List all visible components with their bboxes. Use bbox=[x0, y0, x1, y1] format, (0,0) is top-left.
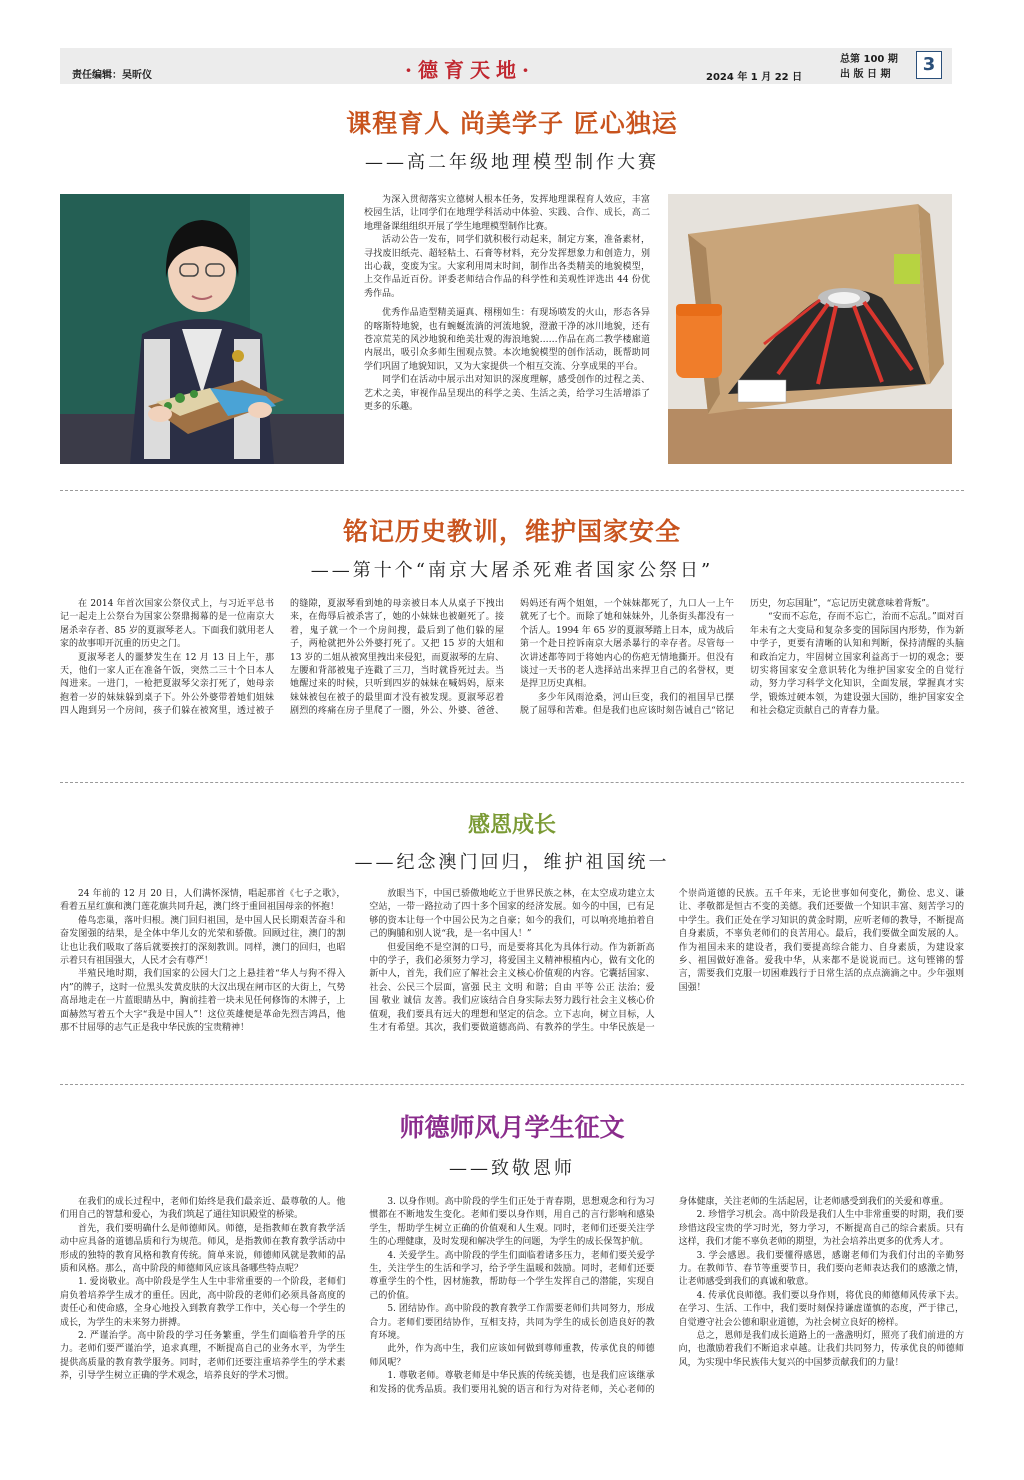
issue-number: 总第 100 期 bbox=[840, 54, 898, 65]
paragraph: “安而不忘危，存而不忘亡，治而不忘乱。”面对百年未有之大变局和复杂多变的国际国内形势，作为新中学子，更要有清晰的认知和判断，保持清醒的头脑和政治定力，牢固树立国家利益高于一切的观念；要切实将国家安全意识转化为维护国家安全的自觉行动，努力学习科学文化知识，全面发展，掌握真才实学，锻炼过硬本领，为建设强大国防，维护国家安全和社会稳定贡献自己的青春力量。 bbox=[750, 612, 964, 717]
paragraph: 2. 严谨治学。高中阶段的学习任务繁重，学生们面临着升学的压力。老师们要严谨治学，追求真理，不断提高自己的业务水平，为学生提供高质量的教育教学服务。同时，老师们还要注重培养学生的学术素养，引导学生树立正确的学术观念，培养良好的学术习惯。 bbox=[60, 1331, 346, 1382]
volcano-model-photo bbox=[668, 194, 952, 464]
page-number: 3 bbox=[916, 51, 942, 79]
paragraph: 24 年前的 12 月 20 日，人们满怀深情，唱起那首《七子之歌》，看着五星红旗和澳门莲花旗共同升起，澳门终于重回祖国母亲的怀抱！ bbox=[60, 889, 346, 913]
issue-label: 出 版 日 期 bbox=[840, 69, 891, 80]
article2-subtitle: ——第十个“南京大屠杀死难者国家公祭日” bbox=[310, 560, 714, 581]
paragraph: 4. 传承优良师德。我们要以身作则，将优良的师德师风传承下去。在学习、生活、工作中，我们要时刻保持谦虚谨慎的态度，严于律己，自觉遵守社会公德和职业道德，为社会树立良好的榜样。 bbox=[678, 1290, 964, 1328]
article3-subtitle: ——纪念澳门回归，维护祖国统一 bbox=[354, 852, 670, 873]
article3-body bbox=[60, 888, 964, 1058]
paragraph: 多少年风雨沧桑，河山巨变，我们的祖国早已摆脱了屈辱和苦难。但是我们也应该时刻告诫自己“铭记历史，勿忘国耻”，“忘记历史就意味着背叛”。 bbox=[520, 599, 935, 717]
paragraph: 活动公告一发布，同学们就积极行动起来，制定方案，准备素材，寻找废旧纸壳、超轻粘土、石膏等材料，充分发挥想象力和创造力，别出心裁，变废为宝。大家利用周末时间，制作出各类精美的地貌模型，上交作品近百份。评委老师结合作品的科学性和美观性评选出 44 份优秀作品。 bbox=[364, 235, 650, 299]
article1-body bbox=[364, 194, 650, 468]
section-divider bbox=[60, 1084, 964, 1085]
article4-body bbox=[60, 1196, 964, 1464]
article1-title: 课程育人 尚美学子 匠心独运 bbox=[346, 109, 678, 138]
paragraph: 但爱国绝不是空洞的口号，而是要将其化为具体行动。作为新新高中的学子，我们必须努力学习，将爱国主义精神根植内心，做有文化的新中人，首先，我们应了解社会主义核心价值观的内容。它囊括国家、社会、公民三个层面，富强 民主 文明 和谐；自由 平等 公正 法治；爱国 敬业 诚信 友善。我们应该结合自身实际去努力践行社会主义核心价值观，我们要具有远大的理想和坚定的信念。立下志向，树立目标，人生才有希望。其次，我们要做道德高尚、有教养的学生。中华民族是一个崇尚道德的民族。五千年来，无论世事如何变化，勤俭、忠义、谦让、孝敬都是恒古不变的美德。我们还要做一个知识丰富、刻苦学习的中学生。我们正处在学习知识的黄金时期，应听老师的教导，不断提高自身素质，不辜负老师们的良苦用心。最后，我们要做全面发展的人。作为祖国未来的建设者，我们要提高综合能力、自身素质，为建设家乡、祖国做好准备。爱我中华，从来都不是说说而已。这句铿锵的誓言，需要我们克服一切困难践行于日常生活的点点滴滴之中。少年强则国强！ bbox=[369, 889, 964, 1034]
article4-title: 师德师风月学生征文 bbox=[399, 1113, 625, 1142]
paragraph: 放眼当下，中国已骄傲地屹立于世界民族之林，在太空成功建立太空站，一带一路拉动了四十多个国家的经济发展。如今的中国，已有足够的资本让每一个中国公民为之自豪；如今的我们，可以响亮地拍着自己的胸脯和别人说“我，是一名中国人！” bbox=[369, 889, 655, 940]
publish-date: 2024 年 1 月 22 日 bbox=[706, 72, 803, 83]
article4-subtitle: ——致敬恩师 bbox=[449, 1158, 575, 1179]
paragraph: 为深入贯彻落实立德树人根本任务，发挥地理课程育人效应，丰富校园生活，让同学们在地理学科活动中体验、实践、合作、成长，高二地理备课组组织开展了学生地理模型制作比赛。 bbox=[364, 195, 650, 232]
article2-title: 铭记历史教训，维护国家安全 bbox=[342, 517, 681, 546]
issue-info bbox=[840, 52, 898, 82]
paragraph: 优秀作品造型精美逼真、栩栩如生：有现场喷发的火山，形态各异的喀斯特地貌，也有蜿蜒流淌的河流地貌，澄澈干净的冰川地貌，还有苍凉荒芜的风沙地貌和绝美壮观的海浪地貌……作品在高二教学楼廊道内展出，吸引众多师生围观点赞。本次地貌模型的创作活动，既帮助同学们巩固了地貌知识，又为大家提供一个相互交流、分享成果的平台。 bbox=[364, 308, 650, 372]
paragraph: 4. 关爱学生。高中阶段的学生们面临着诸多压力，老师们要关爱学生，关注学生的生活和学习，给予学生温暖和鼓励。同时，老师们还要尊重学生的个性，因材施教，帮助每一个学生发挥自己的潜能，实现自己的价值。 bbox=[369, 1250, 655, 1301]
paragraph: 3. 以身作则。高中阶段的学生们正处于青春期，思想观念和行为习惯都在不断地发生变化。老师们要以身作则，用自己的言行影响和感染学生，帮助学生树立正确的价值观和人生观。同时，老师们还要关注学生的心理健康，及时发现和解决学生的问题，为学生的成长保驾护航。 bbox=[369, 1197, 655, 1248]
paragraph: 同学们在活动中展示出对知识的深度理解，感受创作的过程之美、艺术之美，审视作品呈现出的科学之美、生活之美，给学习生活增添了更多的乐趣。 bbox=[364, 375, 650, 413]
paragraph: 1. 爱岗敬业。高中阶段是学生人生中非常重要的一个阶段，老师们肩负着培养学生成才的重任。因此，高中阶段的老师们必须具备高度的责任心和使命感，全身心地投入到教育教学工作中，关心每一个学生的成长，为学生的未来努力拼搏。 bbox=[60, 1277, 346, 1328]
student-with-model-photo bbox=[60, 194, 344, 464]
paragraph: 1. 尊敬老师。尊敬老师是中华民族的传统美德，也是我们应该继承和发扬的优秀品质。我们要用礼貌的语言和行为对待老师，关心老师的身体健康，关注老师的生活起居，让老师感受到我们的关爱和尊重。 bbox=[369, 1197, 949, 1395]
paragraph: 倦鸟恋巢，落叶归根。澳门回归祖国，是中国人民长期艰苦奋斗和奋发图强的结果，是全体中华儿女的光荣和骄傲。回顾过往，澳门的割让也让我们吸取了落后就要挨打的深刻教训。同样，澳门的回归，也昭示着只有祖国强大，人民才会有尊严！ bbox=[60, 915, 346, 967]
paragraph: 此外，作为高中生，我们应该如何做到尊师重教，传承优良的师德师风呢？ bbox=[369, 1344, 655, 1368]
article2-body bbox=[60, 598, 964, 788]
paragraph: 5. 团结协作。高中阶段的教育教学工作需要老师们共同努力，形成合力。老师们要团结协作，互相支持，共同为学生的成长创造良好的教育环境。 bbox=[369, 1304, 655, 1342]
paragraph: 总之，恩师是我们成长道路上的一盏盏明灯，照亮了我们前进的方向，也激励着我们不断追求卓越。让我们共同努力，传承优良的师德师风，为实现中华民族伟大复兴的中国梦贡献我们的力量！ bbox=[678, 1331, 964, 1368]
article3-title: 感恩成长 bbox=[467, 813, 556, 838]
paragraph: 首先，我们要明确什么是师德师风。师德，是指教师在教育教学活动中应具备的道德品质和行为规范。师风，是指教师在教育教学活动中形成的独特的教育风格和教育传统。简单来说，师德师风就是教师的品质和风格。那么，高中阶段的师德师风应该具备哪些特点呢？ bbox=[60, 1223, 346, 1275]
paragraph: 3. 学会感恩。我们要懂得感恩，感谢老师们为我们付出的辛勤努力。在教师节、春节等重要节日，我们要向老师表达我们的感激之情，让老师感受到我们的真诚和敬意。 bbox=[678, 1250, 964, 1288]
article1-subtitle: ——高二年级地理模型制作大赛 bbox=[365, 152, 659, 173]
responsible-editor: 责任编辑：吴昕仪 bbox=[72, 70, 152, 81]
section-divider bbox=[60, 490, 964, 491]
paragraph: 半殖民地时期，我们国家的公园大门之上悬挂着“华人与狗不得入内”的牌子，这时一位黑头发黄皮肤的大汉出现在闸市区的大街上，气势高昂地走在一片蓝眼睛丛中，胸前挂着一块未见任何修饰的木牌子，上面赫然写着五个大字“我是中国人”！这位英雄便是革命先烈吉鸿昌，他那不甘屈辱的志气正是我中华民族的宝贵精神！ bbox=[60, 969, 346, 1034]
paragraph: 在我们的成长过程中，老师们始终是我们最亲近、最尊敬的人。他们用自己的智慧和爱心，为我们筑起了通往知识殿堂的桥梁。 bbox=[60, 1197, 346, 1221]
section-divider bbox=[60, 782, 964, 783]
paragraph: 夏淑琴老人的噩梦发生在 12 月 13 日上午，那天，他们一家人正在准备午饭，突然二三十个日本人闯进来。一进门，一枪把夏淑琴父亲打死了，她母亲抱着一岁的妹妹躲到桌子下。外公外婆带着她们姐妹四人跑到另一个房间，孩子们躲在被窝里，透过被子的缝隙，夏淑琴看到她的母亲被日本人从桌子下拽出来，在侮辱后被杀害了，她的小妹妹也被砸死了。接着，鬼子就一个一个房间搜，最后到了他们躲的屋子，两枪就把外公外婆打死了。又把 15 岁的大姐和 13 岁的二姐从被窝里拽出来侵犯，而夏淑琴的左肩、左腰和背部被鬼子连戳了三刀，当时就昏死过去。当她醒过来的时候，只听到四岁的妹妹在喊妈妈，原来妹妹被包在被子的最里面才没有被发现。夏淑琴忍着剧烈的疼痛在房子里爬了一圈，外公、外婆、爸爸、妈妈还有两个姐姐，一个妹妹都死了，九口人一上午就死了七个。而除了她和妹妹外，儿条街头都没有一个活人。1994 年 65 岁的夏淑琴踏上日本，成为战后第一个赴日控诉南京大屠杀暴行的幸存者。尽管每一次讲述都等同于将她内心的伤疤无情地撕开。但没有谈过一天书的老人选择站出来捍卫自己的名誉权，更是捍卫历史真相。 bbox=[60, 599, 734, 717]
paragraph: 2. 珍惜学习机会。高中阶段是我们人生中非常重要的时期，我们要珍惜这段宝贵的学习时光，努力学习，不断提高自己的综合素质。只有这样，我们才能不辜负老师的期望，为社会培养出更多的优秀人才。 bbox=[678, 1210, 964, 1248]
paragraph: 在 2014 年首次国家公祭仪式上，与习近平总书记一起走上公祭台为国家公祭鼎揭幕的是一位南京大屠杀幸存者、85 岁的夏淑琴老人。下面我们就用老人家的故事叩开沉重的历史之门。 bbox=[60, 599, 274, 650]
section-title: ·德育天地· bbox=[405, 58, 535, 82]
